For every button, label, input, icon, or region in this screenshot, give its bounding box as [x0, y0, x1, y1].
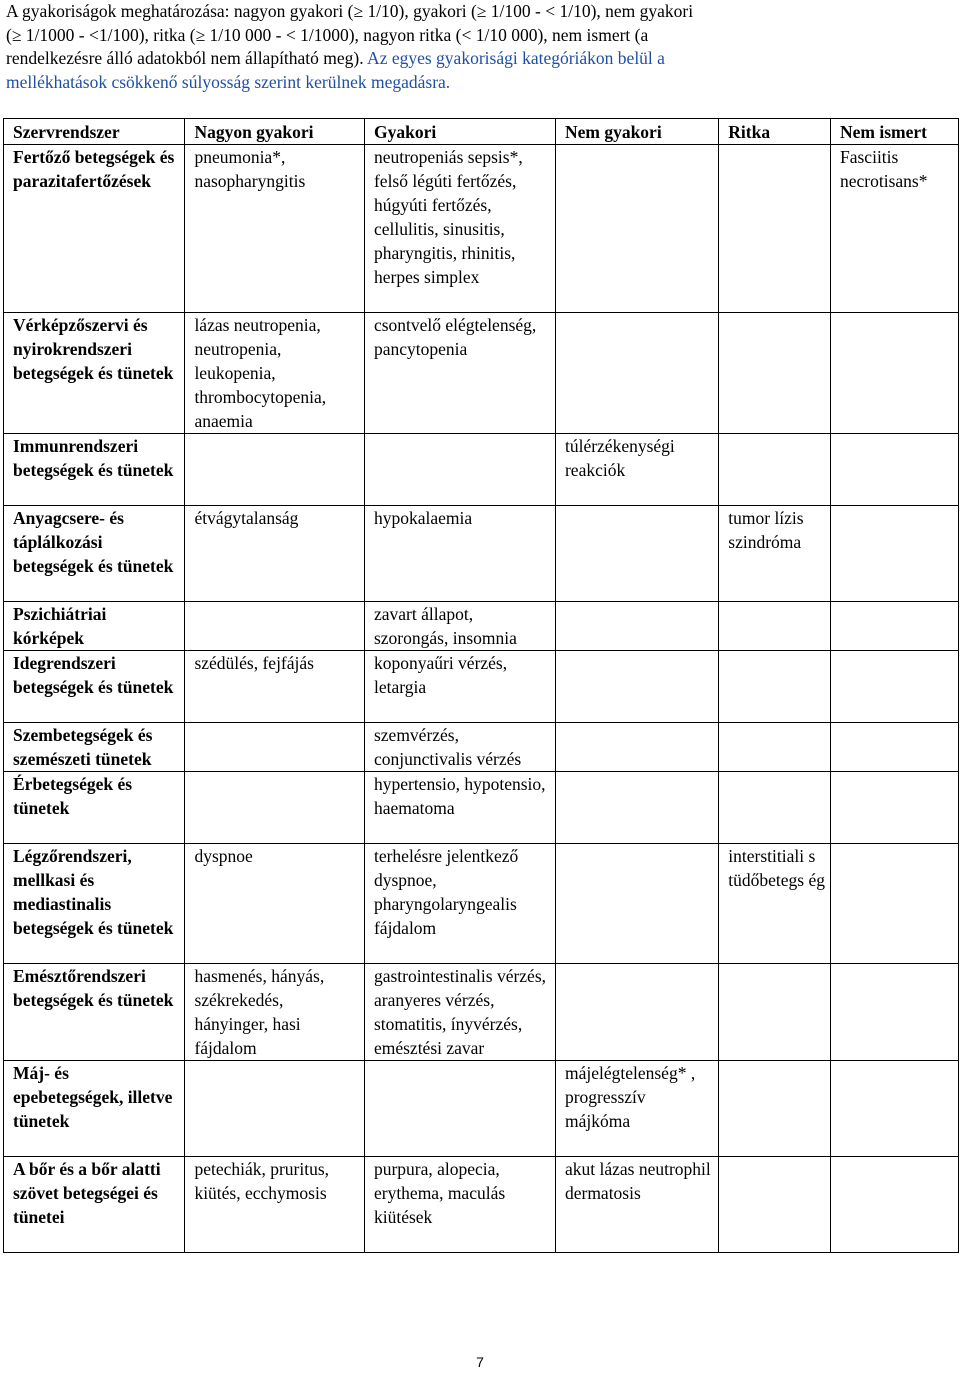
- page-number: 7: [476, 1354, 484, 1370]
- header-rare: Ritka: [719, 119, 831, 145]
- intro-line-2: (≥ 1/1000 - <1/100), ritka (≥ 1/10 000 - < 1/1000), nagyon ritka (< 1/10 000), nem ismert (a: [6, 24, 649, 45]
- table-row: [4, 844, 959, 964]
- cell-rare: [719, 434, 831, 506]
- organ-system-cell: Vérképzőszervi és nyirokrendszeri betegségek és tünetek: [4, 313, 185, 434]
- cell-rare: interstitiali s tüdőbetegs ég: [719, 844, 831, 964]
- table-row: [4, 651, 959, 723]
- organ-system-cell: Pszichiátriai kórképek: [4, 602, 185, 651]
- cell-common: purpura, alopecia, erythema, maculás kiütések: [364, 1157, 555, 1253]
- table-row: [4, 506, 959, 602]
- cell-common: koponyaűri vérzés, letargia: [364, 651, 555, 723]
- cell-common: gastrointestinalis vérzés, aranyeres vérzés, stomatitis, ínyvérzés, emésztési zavar: [364, 964, 555, 1061]
- header-very-common: Nagyon gyakori: [185, 119, 365, 145]
- organ-system-cell: Emésztőrendszeri betegségek és tünetek: [4, 964, 185, 1061]
- cell-uncommon: [555, 602, 718, 651]
- header-uncommon: Nem gyakori: [555, 119, 718, 145]
- cell-very-common: [185, 434, 365, 506]
- cell-rare: [719, 651, 831, 723]
- organ-system-cell: Légzőrendszeri, mellkasi és mediastinalis betegségek és tünetek: [4, 844, 185, 964]
- cell-rare: [719, 1157, 831, 1253]
- table-row: [4, 1157, 959, 1253]
- cell-uncommon: [555, 651, 718, 723]
- cell-very-common: [185, 723, 365, 772]
- cell-very-common: [185, 1061, 365, 1157]
- table-row: [4, 723, 959, 772]
- cell-common: zavart állapot, szorongás, insomnia: [364, 602, 555, 651]
- side-effects-table: [3, 118, 959, 1253]
- cell-very-common: pneumonia*, nasopharyngitis: [185, 145, 365, 313]
- cell-common: terhelésre jelentkező dyspnoe, pharyngolaryngealis fájdalom: [364, 844, 555, 964]
- cell-very-common: étvágytalanság: [185, 506, 365, 602]
- cell-uncommon: [555, 506, 718, 602]
- organ-system-cell: Érbetegségek és tünetek: [4, 772, 185, 844]
- cell-common: csontvelő elégtelenség, pancytopenia: [364, 313, 555, 434]
- cell-uncommon: [555, 723, 718, 772]
- table-row: [4, 772, 959, 844]
- cell-very-common: [185, 602, 365, 651]
- intro-line-3-continuation: Az egyes gyakorisági kategóriákon belül a: [363, 48, 665, 68]
- header-organ-system: Szervrendszer: [4, 119, 185, 145]
- organ-system-cell: Idegrendszeri betegségek és tünetek: [4, 651, 185, 723]
- cell-rare: [719, 602, 831, 651]
- organ-system-cell: A bőr és a bőr alatti szövet betegségei és tünetei: [4, 1157, 185, 1253]
- cell-common: hypertensio, hypotensio, haematoma: [364, 772, 555, 844]
- cell-uncommon: [555, 964, 718, 1061]
- cell-rare: [719, 772, 831, 844]
- table-row: [4, 434, 959, 506]
- cell-very-common: [185, 772, 365, 844]
- table-row: [4, 145, 959, 313]
- table-row: [4, 313, 959, 434]
- intro-line-3: rendelkezésre álló adatokból nem állapítható meg).: [6, 48, 364, 68]
- cell-not-known: [831, 844, 959, 964]
- table-header-row: [4, 119, 959, 145]
- cell-common: szemvérzés, conjunctivalis vérzés: [364, 723, 555, 772]
- cell-uncommon: [555, 313, 718, 434]
- header-common: Gyakori: [364, 119, 555, 145]
- cell-rare: [719, 723, 831, 772]
- intro-line-4: mellékhatások csökkenő súlyosság szerint kerülnek megadásra.: [6, 71, 451, 92]
- cell-not-known: [831, 434, 959, 506]
- table-body: [4, 145, 959, 1253]
- table-row: [4, 602, 959, 651]
- cell-uncommon: [555, 844, 718, 964]
- cell-rare: [719, 964, 831, 1061]
- intro-paragraph: [6, 0, 956, 94]
- cell-not-known: [831, 964, 959, 1061]
- organ-system-cell: Máj- és epebetegségek, illetve tünetek: [4, 1061, 185, 1157]
- cell-rare: [719, 1061, 831, 1157]
- cell-not-known: [831, 506, 959, 602]
- cell-not-known: [831, 602, 959, 651]
- cell-uncommon: túlérzékenységi reakciók: [555, 434, 718, 506]
- organ-system-cell: Fertőző betegségek és parazitafertőzések: [4, 145, 185, 313]
- cell-uncommon: akut lázas neutrophil dermatosis: [555, 1157, 718, 1253]
- intro-line-1: A gyakoriságok meghatározása: nagyon gyakori (≥ 1/10), gyakori (≥ 1/100 - < 1/10), nem gyakori: [6, 1, 694, 21]
- cell-not-known: [831, 723, 959, 772]
- table-row: [4, 1061, 959, 1157]
- cell-common: [364, 434, 555, 506]
- cell-very-common: hasmenés, hányás, székrekedés, hányinger, hasi fájdalom: [185, 964, 365, 1061]
- cell-common: [364, 1061, 555, 1157]
- cell-common: hypokalaemia: [364, 506, 555, 602]
- organ-system-cell: Immunrendszeri betegségek és tünetek: [4, 434, 185, 506]
- cell-not-known: [831, 772, 959, 844]
- organ-system-cell: Anyagcsere- és táplálkozási betegségek és tünetek: [4, 506, 185, 602]
- header-not-known: Nem ismert: [831, 119, 959, 145]
- cell-not-known: [831, 1061, 959, 1157]
- cell-not-known: Fasciitis necrotisans*: [831, 145, 959, 313]
- cell-common: neutropeniás sepsis*, felső légúti fertőzés, húgyúti fertőzés, cellulitis, sinusitis, pharyngitis, rhinitis, herpes simplex: [364, 145, 555, 313]
- cell-uncommon: májelégtelenség* , progresszív májkóma: [555, 1061, 718, 1157]
- cell-very-common: szédülés, fejfájás: [185, 651, 365, 723]
- cell-uncommon: [555, 145, 718, 313]
- cell-rare: [719, 145, 831, 313]
- cell-very-common: lázas neutropenia, neutropenia, leukopenia, thrombocytopenia, anaemia: [185, 313, 365, 434]
- cell-rare: [719, 313, 831, 434]
- cell-very-common: petechiák, pruritus, kiütés, ecchymosis: [185, 1157, 365, 1253]
- cell-very-common: dyspnoe: [185, 844, 365, 964]
- cell-not-known: [831, 313, 959, 434]
- organ-system-cell: Szembetegségek és szemészeti tünetek: [4, 723, 185, 772]
- cell-uncommon: [555, 772, 718, 844]
- cell-not-known: [831, 651, 959, 723]
- table-row: [4, 964, 959, 1061]
- cell-not-known: [831, 1157, 959, 1253]
- cell-rare: tumor lízis szindróma: [719, 506, 831, 602]
